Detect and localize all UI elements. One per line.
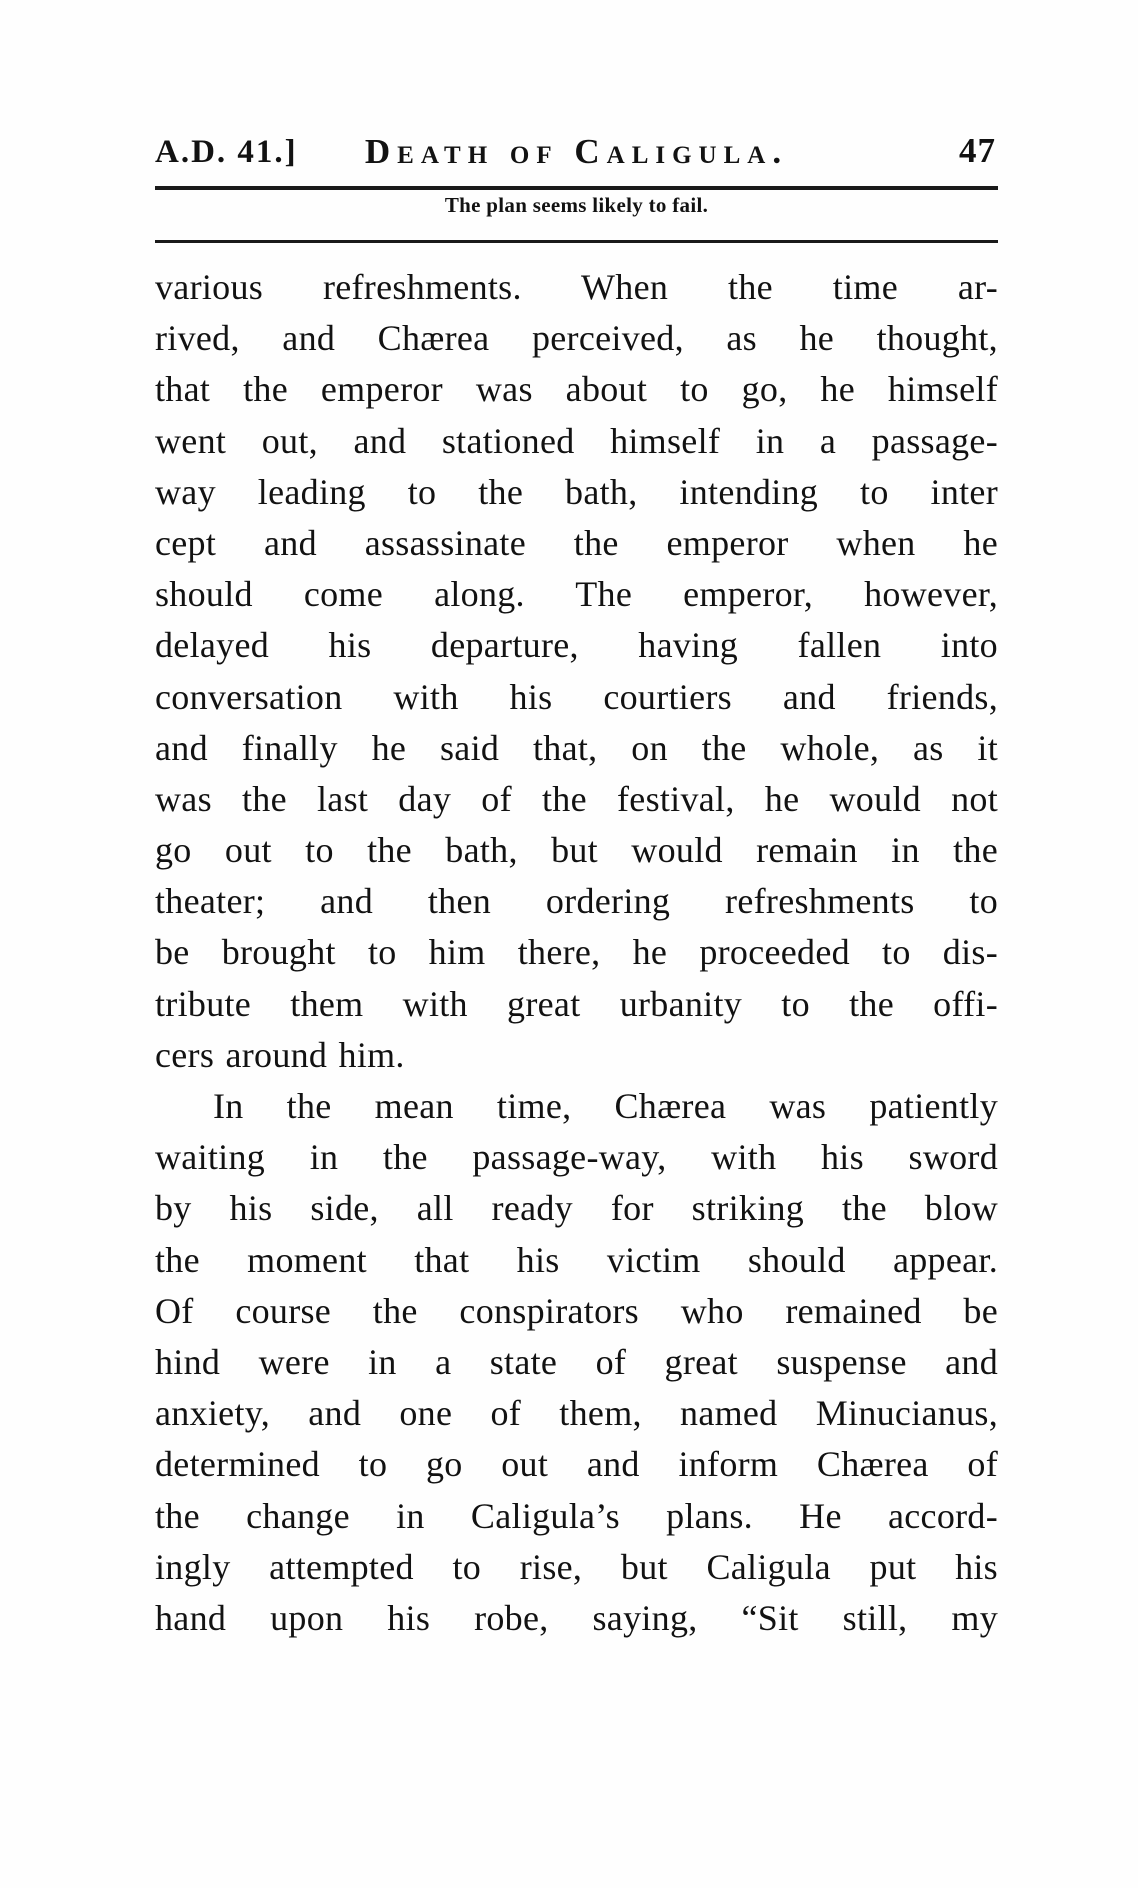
text-line: cept and assassinate the emperor when he [155,522,998,563]
text-line: delayed his departure, having fallen into [155,625,998,666]
text-line: conversation with his courtiers and friends, [155,676,998,717]
text-line: hind were in a state of great suspense and [155,1341,998,1382]
text-line: rived, and Chærea perceived, as he thought, [155,318,998,359]
text-line: the moment that his victim should appear. [155,1239,998,1280]
header-date-label: A.D. 41.] [155,134,298,170]
text-line: hand upon his robe, saying, “Sit still, my [155,1597,998,1638]
text-line: by his side, all ready for striking the blow [155,1188,998,1229]
header-page-number: 47 [959,131,996,170]
text-line: cers around him. [155,1034,405,1075]
body-lines [155,262,998,1644]
text-line: was the last day of the festival, he would not [155,778,998,819]
text-line: ingly attempted to rise, but Caligula put his [155,1546,998,1587]
running-head-rule [155,240,998,243]
text-line: went out, and stationed himself in a passage- [155,420,998,461]
header-rule [155,186,998,190]
text-line: way leading to the bath, intending to inter [155,471,998,512]
text-line: that the emperor was about to go, he himself [155,369,998,410]
text-line: be brought to him there, he proceeded to dis- [155,932,998,973]
text-line: waiting in the passage-way, with his sword [155,1137,998,1178]
running-head: The plan seems likely to fail. [444,193,709,217]
text-line: tribute them with great urbanity to the offi- [155,983,998,1024]
page-header [155,127,998,173]
text-line: should come along. The emperor, however, [155,574,998,615]
text-line: the change in Caligula’s plans. He accord- [155,1495,998,1536]
text-line: go out to the bath, but would remain in the [155,830,998,871]
text-line: anxiety, and one of them, named Minucianus, [155,1393,998,1434]
text-line: and finally he said that, on the whole, as it [155,727,998,768]
text-line: theater; and then ordering refreshments to [155,881,998,922]
text-line: various refreshments. When the time ar- [155,267,998,307]
body-text [155,262,998,1644]
header-title: Death of Caligula. [364,132,789,171]
text-line: Of course the conspirators who remained be [155,1290,998,1331]
text-line: determined to go out and inform Chærea of [155,1444,998,1485]
text-line: In the mean time, Chærea was patiently [213,1086,998,1126]
